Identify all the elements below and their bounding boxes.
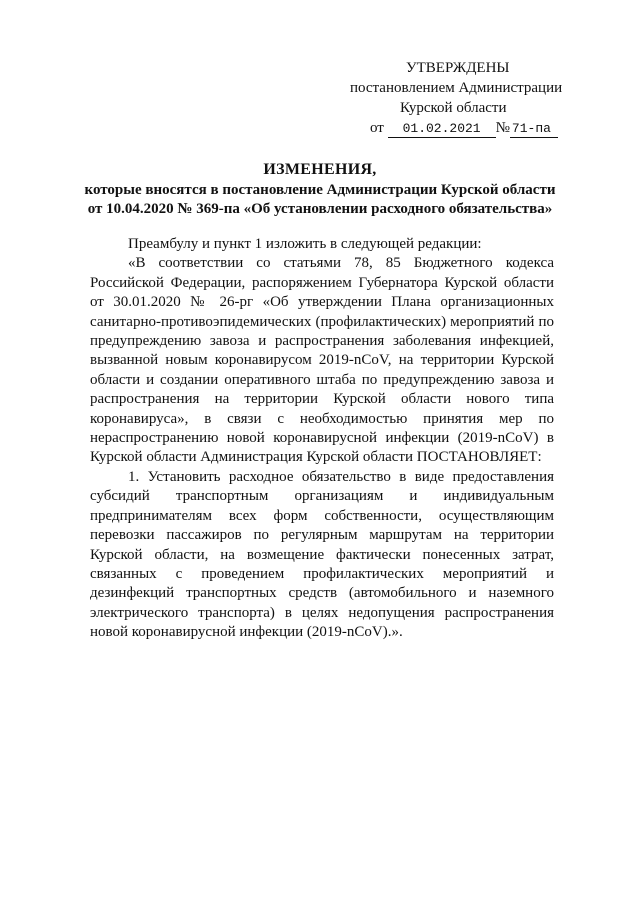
document-body xyxy=(90,235,554,643)
document-title xyxy=(80,160,560,219)
preamble-paragraph: «В соответствии со статьями 78, 85 Бюджетного кодекса Российской Федерации, распоряжением Губернатора Курской области от 30.01.2020 № 26-рг «Об утверждении Плана организационных санитарно-противоэпидемических (профилактических) мероприятий по предупреждению завоза и распространения заболевания инфекцией, вызванной новым коронавирусом 2019-nCoV, на территории Курской области и создании оперативного штаба по предупреждению завоза и распространения на территории Курской области нового типа коронавируса», в связи с необходимостью принятия мер по нераспространению новой коронавирусной инфекции (2019-nCoV) в Курской области Администрация Курской области ПОСТАНОВЛЯЕТ: xyxy=(90,255,554,466)
approval-number: 71-па xyxy=(510,121,558,138)
point-1-paragraph: 1. Установить расходное обязательство в виде предоставления субсидий транспортным организациям и индивидуальным предпринимателям всех форм собственности, осуществляющим перевозки пассажиров по регулярным маршрутам на территории Курской области, на возмещение фактически понесенных затрат, связанных с проведением профилактических мероприятий и дезинфекций транспортных средств (автомобильного и наземного электрического транспорта) в целях недопущения распространения новой коронавирусной инфекции (2019-nCoV).». xyxy=(90,468,554,641)
approval-authority: постановлением Администрации xyxy=(350,80,563,96)
number-prefix: № xyxy=(495,120,510,136)
approval-date-line xyxy=(340,118,600,138)
title-subtitle-line2: от 10.04.2020 № 369-па «Об установлении расходного обязательства» xyxy=(87,201,553,217)
approval-date: 01.02.2021 xyxy=(388,121,496,138)
title-subtitle-line1: которые вносятся в постановление Администрации Курской области xyxy=(84,182,556,198)
title-main: ИЗМЕНЕНИЯ, xyxy=(263,161,377,178)
approval-region: Курской области xyxy=(400,100,507,116)
approval-heading: УТВЕРЖДЕНЫ xyxy=(406,60,510,76)
intro-paragraph: Преамбулу и пункт 1 изложить в следующей редакции: xyxy=(128,236,482,252)
approval-stamp xyxy=(340,58,600,138)
date-prefix: от xyxy=(370,120,384,136)
